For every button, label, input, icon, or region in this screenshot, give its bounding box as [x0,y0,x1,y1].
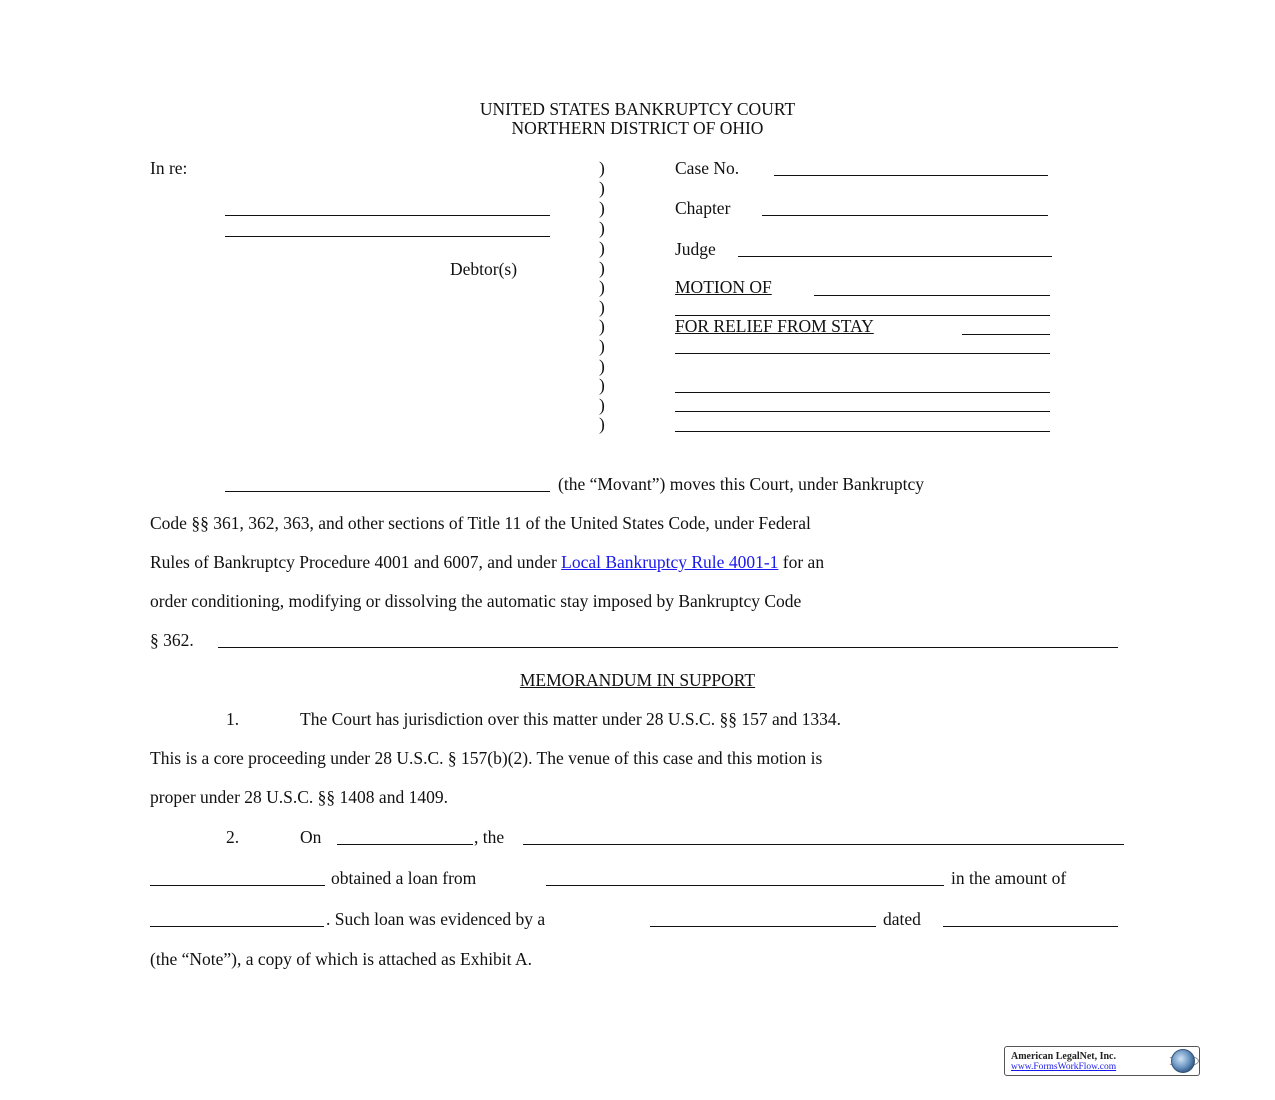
debtor-name-line-1[interactable] [225,215,550,216]
caption-blank-line-2[interactable] [675,392,1050,393]
court-name: UNITED STATES BANKRUPTCY COURT [479,99,796,119]
paren: ) [599,316,605,336]
paren: ) [599,178,605,198]
paragraph-1-number: 1. [226,709,240,729]
relief-field[interactable] [962,334,1050,335]
paragraph-2-amount: in the amount of [951,868,1067,888]
borrower-field[interactable] [523,844,1124,845]
case-no-label: Case No. [675,158,740,178]
borrower-continued-field[interactable] [150,885,325,886]
paren: ) [599,414,605,434]
debtor-name-line-2[interactable] [225,236,550,237]
motion-of-label: MOTION OF [675,277,772,297]
paragraph-2-note: (the “Note”), a copy of which is attached as Exhibit A. [150,949,532,969]
caption-blank-line-4[interactable] [675,431,1050,432]
paragraph-2-on: On [300,827,322,847]
paren: ) [599,395,605,415]
debtor-label: Debtor(s) [450,259,518,279]
paren: ) [599,238,605,258]
note-date-field[interactable] [943,926,1118,927]
paragraph-2-the: , the [474,827,505,847]
caption-blank-line-1[interactable] [675,353,1050,354]
instrument-field[interactable] [650,926,876,927]
chapter-label: Chapter [675,198,731,218]
lender-field[interactable] [546,885,944,886]
loan-date-field[interactable] [337,844,473,845]
intro-line-3-text: Rules of Bankruptcy Procedure 4001 and 6007, and under [150,552,557,572]
judge-label: Judge [675,239,716,259]
paren: ) [599,297,605,317]
paren: ) [599,277,605,297]
paragraph-2-number: 2. [226,827,240,847]
website-link[interactable]: www.FormsWorkFlow.com [1011,1062,1117,1072]
paragraph-2-obtained: obtained a loan from [331,868,477,888]
judge-field[interactable] [738,256,1052,257]
company-name: American LegalNet, Inc. [1011,1051,1116,1062]
memorandum-heading: MEMORANDUM IN SUPPORT [519,670,756,690]
movant-field[interactable] [814,295,1050,296]
paragraph-2-dated: dated [883,909,921,929]
paren: ) [599,218,605,238]
paragraph-2-evidenced: . Such loan was evidenced by a [326,909,546,929]
movant-name-field[interactable] [225,491,550,492]
paren: ) [599,198,605,218]
paragraph-1-line-1: The Court has jurisdiction over this matter under 28 U.S.C. §§ 157 and 1334. [300,709,841,729]
caption-blank-line-3[interactable] [675,411,1050,412]
in-re-label: In re: [150,158,188,178]
paragraph-1-line-2: This is a core proceeding under 28 U.S.C. § 157(b)(2). The venue of this case and this motion is [150,748,823,768]
globe-icon [1171,1049,1195,1073]
intro-line-1: (the “Movant”) moves this Court, under Bankruptcy [558,474,924,494]
paren: ) [599,336,605,356]
intro-line-3 [150,554,824,572]
paren: ) [599,158,605,178]
intro-line-4: order conditioning, modifying or dissolving the automatic stay imposed by Bankruptcy Code [150,591,802,611]
intro-line-5: § 362. [150,630,194,650]
intro-line-3-end: for an [782,552,825,572]
intro-line-2: Code §§ 361, 362, 363, and other sections of Title 11 of the United States Code, under Federal [150,513,811,533]
district-name: NORTHERN DISTRICT OF OHIO [511,118,764,138]
chapter-field[interactable] [762,215,1048,216]
paren: ) [599,258,605,278]
paren: ) [599,356,605,376]
local-rule-link[interactable]: Local Bankruptcy Rule 4001-1 [561,552,779,572]
loan-amount-field[interactable] [150,926,324,927]
paragraph-1-line-3: proper under 28 U.S.C. §§ 1408 and 1409. [150,787,448,807]
section-362-field[interactable] [218,647,1118,648]
case-no-field[interactable] [774,175,1048,176]
relief-label: FOR RELIEF FROM STAY [675,316,874,336]
paren: ) [599,375,605,395]
legalnet-badge[interactable] [1004,1046,1200,1076]
